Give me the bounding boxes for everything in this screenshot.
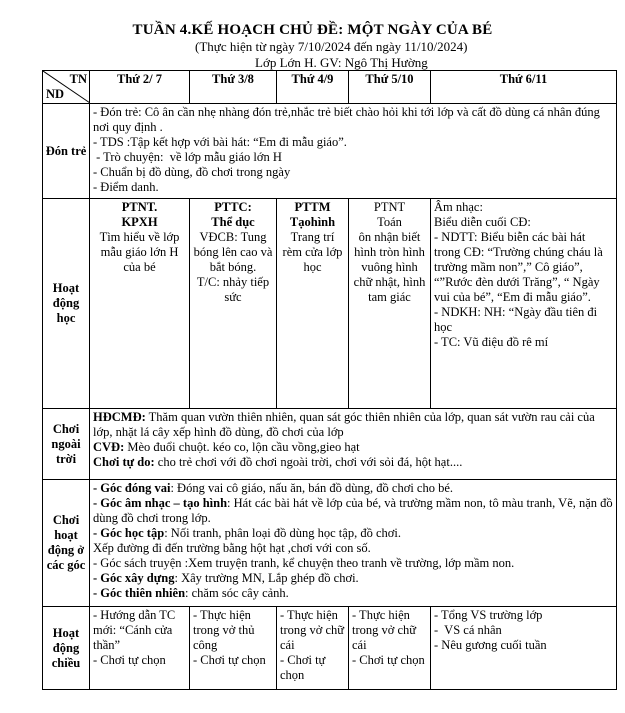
hdh-mon-cell [90, 199, 190, 409]
day-header-thu: Thứ 5/10 [349, 71, 431, 104]
choi-tu-do-text: cho trẻ chơi với đồ chơi ngoài trời, chơi với sỏi đá, hột hạt.... [154, 455, 463, 469]
day-header-tue: Thứ 3/8 [190, 71, 277, 104]
chieu-line: - Chơi tự chọn [352, 653, 425, 667]
row-label-don-tre: Đón trẻ [43, 104, 90, 199]
hdcmd-label: HĐCMĐ: [93, 410, 146, 424]
hdh-tue-cell [190, 199, 277, 409]
hdh-fri-line: - TC: Vũ điệu đồ rê mí [434, 335, 549, 349]
row-choi-goc [43, 480, 617, 607]
goc-item [93, 586, 613, 601]
hdcmd-text: Thăm quan vườn thiên nhiên, quan sát góc thiên nhiên của lớp, quan sát vườn rau cải của lớp, nhặt lá cây xếp hình đồ dùng, đồ chơi của lớp [93, 410, 595, 439]
hdh-fri-cell [431, 199, 617, 409]
chieu-line: - VS cá nhân [434, 623, 502, 637]
goc-item-label: - Góc thiên nhiên [93, 586, 186, 600]
goc-item-text: : Xây trường MN, Lắp ghép đồ chơi. [174, 571, 359, 585]
date-range: (Thực hiện từ ngày 7/10/2024 đến ngày 11/10/2024) [195, 39, 468, 54]
goc-item-text: : Hát các bài hát về lớp của bé, và trường mầm non, tô màu tranh, Vẽ, nặn đồ dùng đồ chơi trong lớp. [93, 496, 613, 525]
hdh-tue-sub: Thể dục [211, 215, 255, 229]
hdh-thu-text: ôn nhận biết hình tròn hình vuông hình chữ nhật, hình tam giác [353, 230, 426, 304]
chieu-line: - Hướng dẫn TC mới: “Cánh cửa thần” [93, 608, 176, 652]
hdh-wed-sub: Tạohình [289, 215, 336, 229]
goc-item-label: - Góc âm nhạc – tạo hình [93, 496, 228, 510]
goc-item-text: - Góc sách truyện :Xem truyện tranh, kể chuyện theo tranh về trường, lớp mầm non. [93, 556, 515, 570]
hdh-wed-head: PTTM [294, 200, 331, 214]
day-header-fri: Thứ 6/11 [431, 71, 617, 104]
corner-cell [43, 71, 90, 104]
chieu-line: - Thực hiện trong vở chữ cái [352, 608, 417, 652]
goc-item-label: - Góc học tập [93, 526, 165, 540]
hdh-mon-head: PTNT. [121, 200, 158, 214]
hdh-tue-head: PTTC: [214, 200, 252, 214]
corner-nd: ND [46, 87, 65, 101]
goc-item [93, 571, 613, 586]
goc-item-label: - Góc xây dựng [93, 571, 175, 585]
hdh-thu-sub: Toán [377, 215, 402, 229]
choi-tu-do-line [93, 455, 613, 470]
chieu-line: - Thực hiện trong vở thủ công [193, 608, 255, 652]
hdcmd-line [93, 410, 613, 440]
don-tre-line: - Đón trẻ: Cô ân cần nhẹ nhàng đón trẻ,nhắc trẻ biết chào hỏi khi tới lớp và cất đồ dùng cá nhân đúng nơi quy định . [93, 105, 600, 134]
choi-tu-do-label: Chơi tự do: [93, 455, 155, 469]
goc-item-text: : chăm sóc cây cảnh. [185, 586, 289, 600]
don-tre-line: - Điểm danh. [93, 180, 159, 194]
chieu-line: - Tổng VS trường lớp [434, 608, 543, 622]
goc-item-label: - Góc đóng vai [93, 481, 171, 495]
goc-item [93, 526, 613, 541]
hdh-fri-line: Âm nhạc: [434, 200, 483, 214]
chieu-line: - Chơi tự chọn [93, 653, 166, 667]
cvd-line [93, 440, 613, 455]
row-hoat-dong-chieu [43, 607, 617, 690]
cvd-label: CVĐ: [93, 440, 125, 454]
don-tre-line: - TDS :Tập kết hợp với bài hát: “Em đi mẫu giáo”. [93, 135, 347, 149]
hdh-mon-sub: KPXH [121, 215, 158, 229]
row-label-choi-ngoai-troi: Chơi ngoài trời [43, 409, 90, 480]
chieu-line: - Chơi tự chọn [193, 653, 266, 667]
goc-item [93, 481, 613, 496]
hdh-fri-line: Biểu diễn cuối CĐ: [434, 215, 531, 229]
page-title: TUẦN 4.KẾ HOẠCH CHỦ ĐỀ: MỘT NGÀY CỦA BÉ [132, 22, 493, 38]
choi-goc-content [90, 480, 617, 607]
don-tre-line: - Chuẩn bị đồ dùng, đồ chơi trong ngày [93, 165, 291, 179]
table-header-row [43, 71, 617, 104]
chieu-tue-cell [190, 607, 277, 690]
chieu-line: - Nêu gương cuối tuần [434, 638, 547, 652]
day-header-mon: Thứ 2/ 7 [90, 71, 190, 104]
row-hoat-dong-hoc [43, 199, 617, 409]
goc-item-text: : Nối tranh, phân loại đồ dùng học tập, đồ chơi. [164, 526, 401, 540]
row-don-tre [43, 104, 617, 199]
hdh-wed-cell [277, 199, 349, 409]
row-label-hoat-dong-chieu: Hoạt động chiều [43, 607, 90, 690]
corner-tn: TN [69, 72, 87, 86]
cvd-text: Mèo đuổi chuột. kéo co, lộn cầu vồng,gieo hạt [124, 440, 360, 454]
row-label-hoat-dong-hoc: Hoạt động học [43, 199, 90, 409]
hdh-fri-line: - NDKH: NH: “Ngày đầu tiên đi học [434, 305, 598, 334]
hdh-thu-cell [349, 199, 431, 409]
hdh-thu-head: PTNT [373, 200, 406, 214]
chieu-line: - Thực hiện trong vở chữ cái [280, 608, 345, 652]
goc-item-text: : Đóng vai cô giáo, nấu ăn, bán đồ dùng, đồ chơi cho bé. [170, 481, 454, 495]
hdh-fri-line: - NDTT: Biểu biễn các bài hát trong CĐ: “Trường chúng cháu là trường mầm non”,” Cô giáo”, “”Rước đèn dưới Trăng”, “ Ngày vui của bé”, “Em đi mẫu giáo”. [434, 230, 603, 304]
choi-ngoai-troi-content [90, 409, 617, 480]
chieu-line: - Chơi tự chọn [280, 653, 326, 682]
hdh-mon-text: Tìm hiểu về lớp mẫu giáo lớn H của bé [99, 230, 180, 274]
hdh-tue-text: VĐCB: Tung bóng lên cao và bắt bóng. [193, 230, 273, 274]
goc-item [93, 541, 613, 556]
hdh-tue-extra: T/C: nhảy tiếp sức [196, 275, 270, 304]
hdh-wed-text: Trang trí rèm cửa lớp học [282, 230, 343, 274]
goc-item [93, 496, 613, 526]
goc-item-text: Xếp đường đi đến trường bằng hột hạt ,chơi với con số. [93, 541, 371, 555]
day-header-wed: Thứ 4/9 [277, 71, 349, 104]
chieu-fri-cell [431, 607, 617, 690]
don-tre-content [90, 104, 617, 199]
don-tre-line: - Trò chuyện: về lớp mẫu giáo lớn H [93, 150, 282, 164]
weekly-plan-table [42, 70, 617, 690]
row-label-choi-goc: Chơi hoạt động ở các góc [43, 480, 90, 607]
goc-item [93, 556, 613, 571]
chieu-thu-cell [349, 607, 431, 690]
row-choi-ngoai-troi [43, 409, 617, 480]
class-teacher-line: Lớp Lớn H. GV: Ngô Thị Hường [255, 55, 428, 70]
chieu-wed-cell [277, 607, 349, 690]
chieu-mon-cell [90, 607, 190, 690]
